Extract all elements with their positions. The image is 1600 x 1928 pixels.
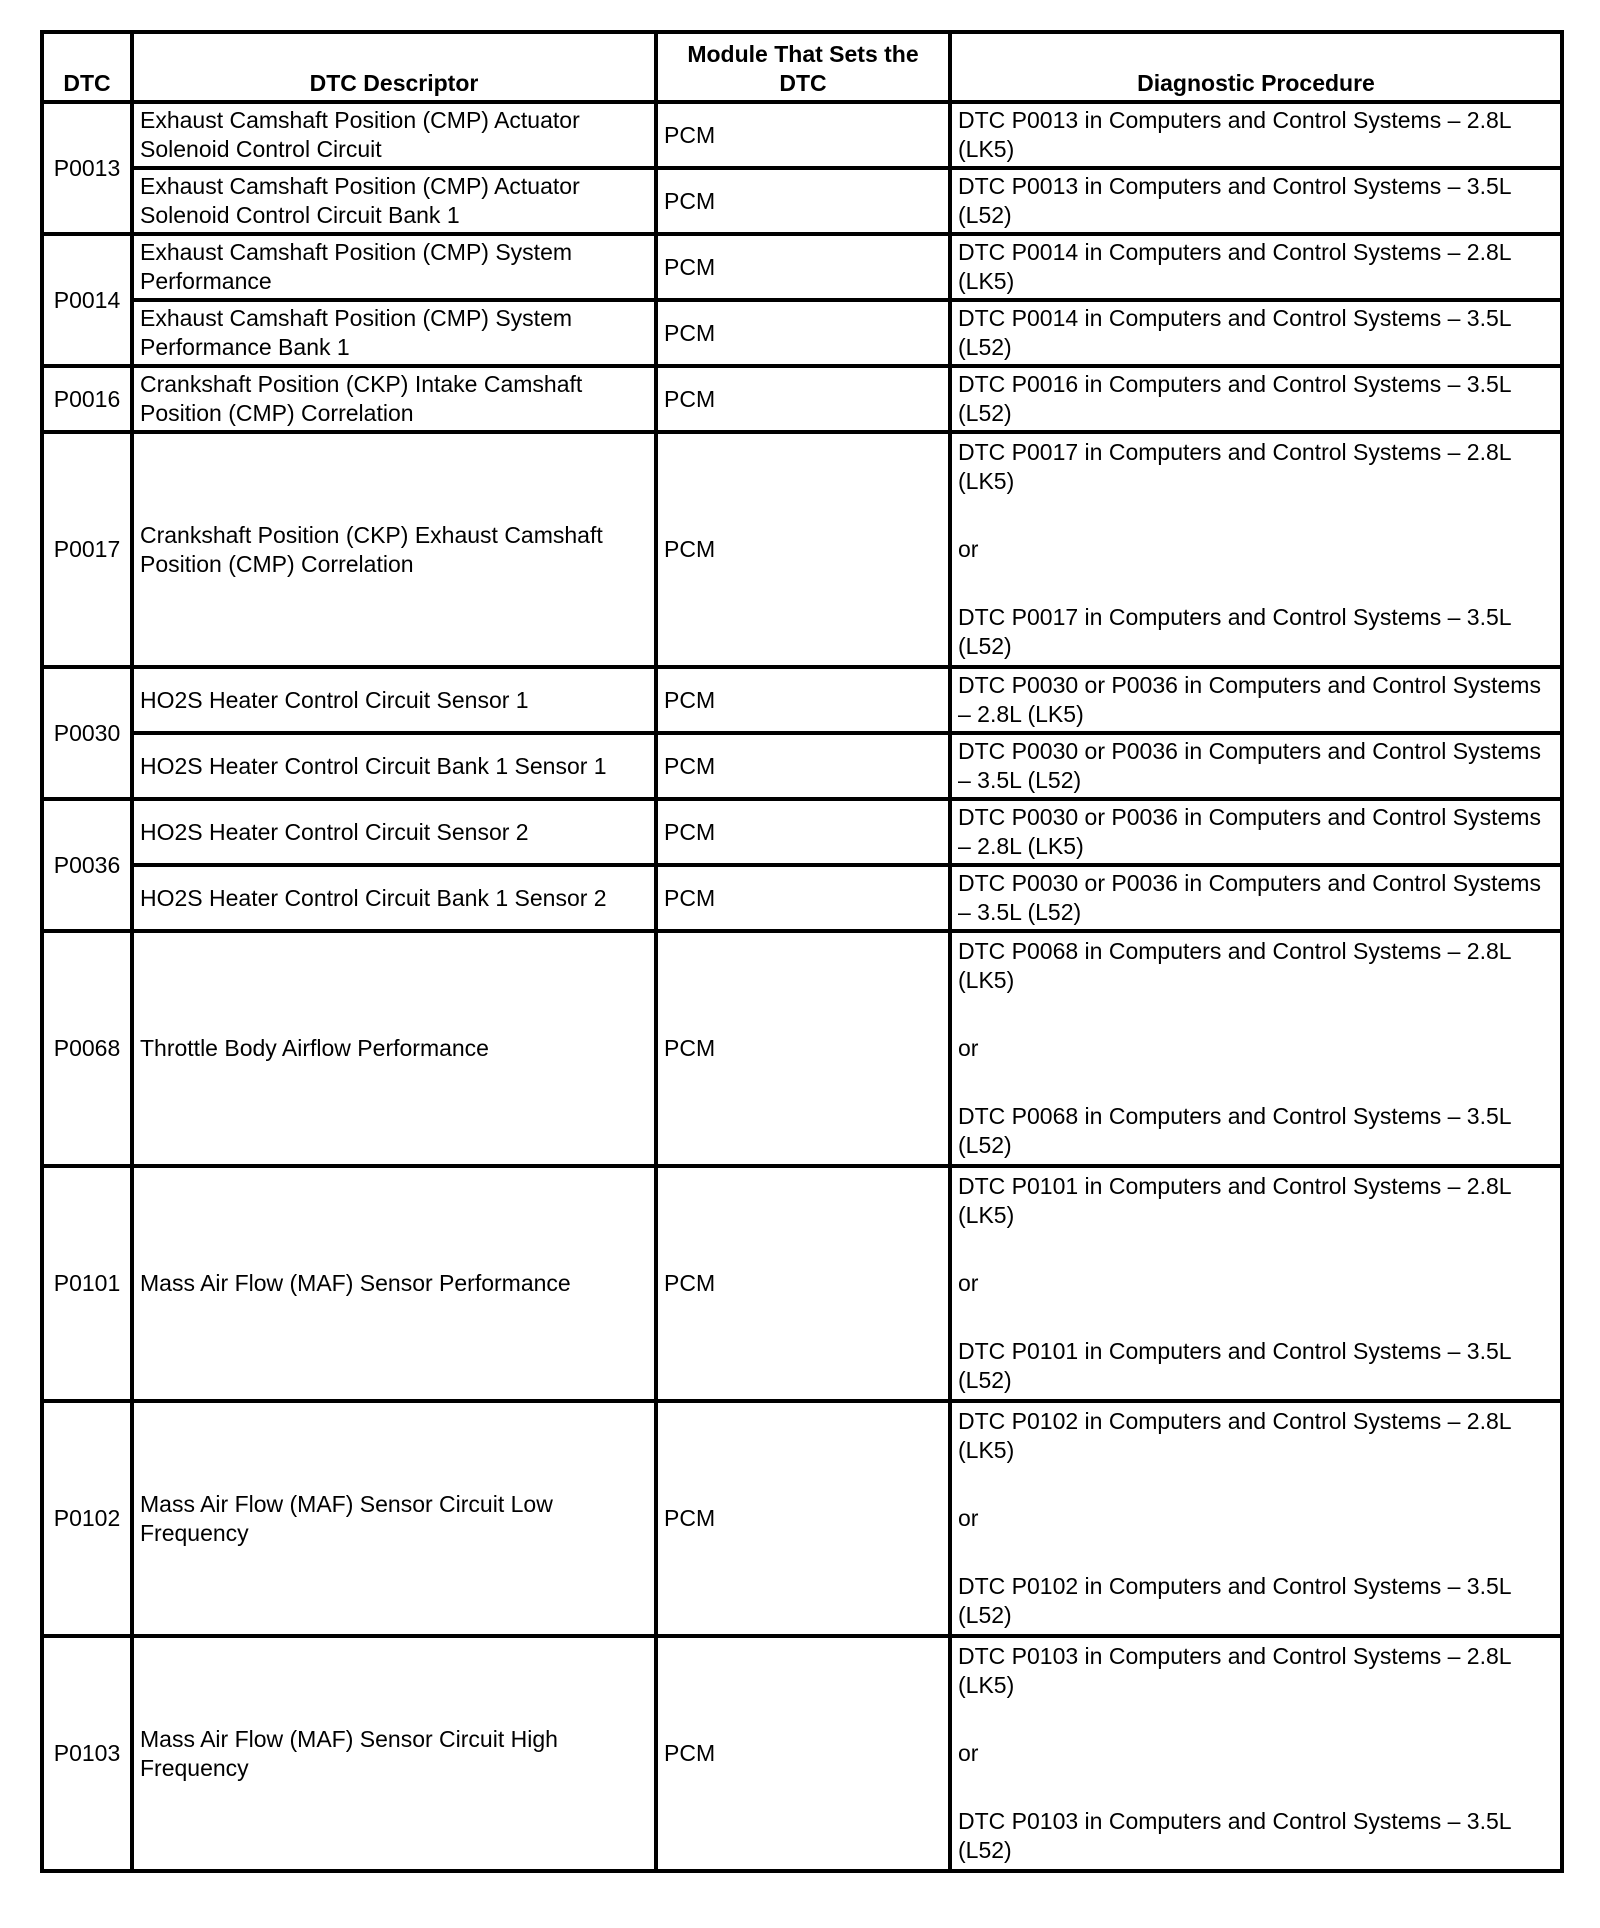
diagnostic-procedure: DTC P0030 or P0036 in Computers and Control Systems – 2.8L (LK5) <box>950 799 1562 865</box>
dtc-descriptor: HO2S Heater Control Circuit Bank 1 Sensor 2 <box>132 865 656 931</box>
diagnostic-procedure <box>950 1636 1562 1871</box>
module-name: PCM <box>656 799 950 865</box>
table-row <box>42 667 1562 733</box>
module-name: PCM <box>656 931 950 1166</box>
module-name: PCM <box>656 168 950 234</box>
diagnostic-procedure: DTC P0013 in Computers and Control Systems – 3.5L (L52) <box>950 168 1562 234</box>
procedure-or: or <box>958 1740 979 1766</box>
dtc-descriptor: HO2S Heater Control Circuit Sensor 2 <box>132 799 656 865</box>
diagnostic-procedure: DTC P0013 in Computers and Control Systems – 2.8L (LK5) <box>950 102 1562 168</box>
module-name: PCM <box>656 667 950 733</box>
dtc-code: P0102 <box>42 1401 132 1636</box>
module-name: PCM <box>656 234 950 300</box>
diagnostic-procedure: DTC P0030 or P0036 in Computers and Control Systems – 3.5L (L52) <box>950 733 1562 799</box>
procedure-or: or <box>958 1270 979 1296</box>
diagnostic-procedure <box>950 1401 1562 1636</box>
procedure-option: DTC P0017 in Computers and Control Systems – 2.8L (LK5) <box>958 439 1511 494</box>
header-descriptor: DTC Descriptor <box>132 32 656 102</box>
table-row <box>42 931 1562 1166</box>
table-row <box>42 168 1562 234</box>
table-row <box>42 1401 1562 1636</box>
dtc-table <box>40 30 1564 1873</box>
header-dtc: DTC <box>42 32 132 102</box>
module-name: PCM <box>656 1636 950 1871</box>
module-name: PCM <box>656 865 950 931</box>
diagnostic-procedure: DTC P0016 in Computers and Control Systems – 3.5L (L52) <box>950 366 1562 432</box>
diagnostic-procedure <box>950 1166 1562 1401</box>
header-module: Module That Sets the DTC <box>656 32 950 102</box>
procedure-option: DTC P0017 in Computers and Control Systems – 3.5L (L52) <box>958 604 1511 659</box>
table-row <box>42 300 1562 366</box>
diagnostic-procedure: DTC P0014 in Computers and Control Systems – 3.5L (L52) <box>950 300 1562 366</box>
procedure-option: DTC P0102 in Computers and Control Systems – 2.8L (LK5) <box>958 1408 1511 1463</box>
dtc-code: P0103 <box>42 1636 132 1871</box>
module-name: PCM <box>656 366 950 432</box>
table-row <box>42 1166 1562 1401</box>
dtc-descriptor: Exhaust Camshaft Position (CMP) Actuator Solenoid Control Circuit <box>132 102 656 168</box>
dtc-code: P0013 <box>42 102 132 234</box>
dtc-descriptor: HO2S Heater Control Circuit Bank 1 Sensor 1 <box>132 733 656 799</box>
dtc-descriptor: Exhaust Camshaft Position (CMP) System Performance Bank 1 <box>132 300 656 366</box>
dtc-descriptor: Crankshaft Position (CKP) Intake Camshaft Position (CMP) Correlation <box>132 366 656 432</box>
module-name: PCM <box>656 733 950 799</box>
diagnostic-procedure <box>950 931 1562 1166</box>
table-header-row <box>42 32 1562 102</box>
dtc-descriptor: Mass Air Flow (MAF) Sensor Performance <box>132 1166 656 1401</box>
dtc-code: P0101 <box>42 1166 132 1401</box>
table-row <box>42 865 1562 931</box>
table-row <box>42 733 1562 799</box>
table-row <box>42 1636 1562 1871</box>
dtc-code: P0017 <box>42 432 132 667</box>
dtc-descriptor: Throttle Body Airflow Performance <box>132 931 656 1166</box>
table-row <box>42 366 1562 432</box>
dtc-descriptor: HO2S Heater Control Circuit Sensor 1 <box>132 667 656 733</box>
procedure-option: DTC P0103 in Computers and Control Systems – 3.5L (L52) <box>958 1808 1511 1863</box>
diagnostic-procedure: DTC P0030 or P0036 in Computers and Control Systems – 2.8L (LK5) <box>950 667 1562 733</box>
dtc-descriptor: Mass Air Flow (MAF) Sensor Circuit Low Frequency <box>132 1401 656 1636</box>
module-name: PCM <box>656 1166 950 1401</box>
table-row <box>42 102 1562 168</box>
dtc-descriptor: Crankshaft Position (CKP) Exhaust Camshaft Position (CMP) Correlation <box>132 432 656 667</box>
procedure-or: or <box>958 1505 979 1531</box>
procedure-option: DTC P0102 in Computers and Control Systems – 3.5L (L52) <box>958 1573 1511 1628</box>
dtc-code: P0068 <box>42 931 132 1166</box>
dtc-descriptor: Exhaust Camshaft Position (CMP) System Performance <box>132 234 656 300</box>
dtc-code: P0030 <box>42 667 132 799</box>
module-name: PCM <box>656 300 950 366</box>
procedure-or: or <box>958 536 979 562</box>
module-name: PCM <box>656 102 950 168</box>
diagnostic-procedure <box>950 432 1562 667</box>
procedure-option: DTC P0068 in Computers and Control Systems – 3.5L (L52) <box>958 1103 1511 1158</box>
table-row <box>42 432 1562 667</box>
procedure-option: DTC P0101 in Computers and Control Systems – 3.5L (L52) <box>958 1338 1511 1393</box>
diagnostic-procedure: DTC P0014 in Computers and Control Systems – 2.8L (LK5) <box>950 234 1562 300</box>
procedure-option: DTC P0068 in Computers and Control Systems – 2.8L (LK5) <box>958 938 1511 993</box>
dtc-descriptor: Mass Air Flow (MAF) Sensor Circuit High Frequency <box>132 1636 656 1871</box>
dtc-descriptor: Exhaust Camshaft Position (CMP) Actuator Solenoid Control Circuit Bank 1 <box>132 168 656 234</box>
table-row <box>42 799 1562 865</box>
module-name: PCM <box>656 1401 950 1636</box>
procedure-option: DTC P0101 in Computers and Control Systems – 2.8L (LK5) <box>958 1173 1511 1228</box>
header-procedure: Diagnostic Procedure <box>950 32 1562 102</box>
dtc-code: P0016 <box>42 366 132 432</box>
procedure-option: DTC P0103 in Computers and Control Systems – 2.8L (LK5) <box>958 1643 1511 1698</box>
dtc-code: P0014 <box>42 234 132 366</box>
table-row <box>42 234 1562 300</box>
module-name: PCM <box>656 432 950 667</box>
dtc-code: P0036 <box>42 799 132 931</box>
diagnostic-procedure: DTC P0030 or P0036 in Computers and Control Systems – 3.5L (L52) <box>950 865 1562 931</box>
procedure-or: or <box>958 1035 979 1061</box>
